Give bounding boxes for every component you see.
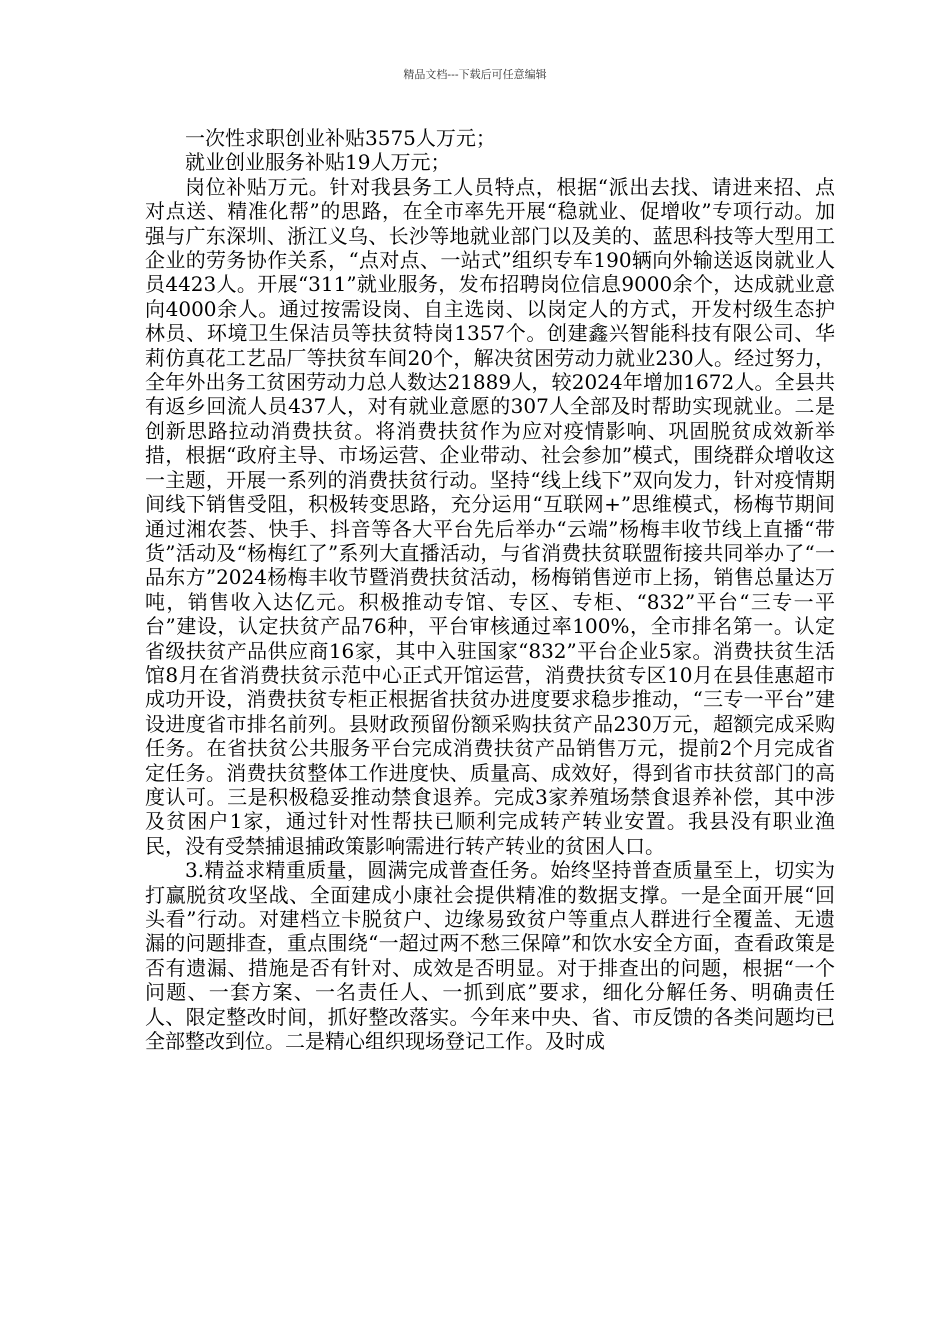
page-header: 精品文档---下载后可任意编辑 <box>403 68 547 81</box>
document-body <box>145 126 835 1053</box>
paragraph-service-subsidy: 就业创业服务补贴19人万元； <box>185 150 451 175</box>
paragraph-census-quality: 3.精益求精重质量，圆满完成普查任务。始终坚持普查质量至上，切实为打赢脱贫攻坚战、全面建成小康社会提供精准的数据支撑。一是全面开展“回头看”行动。对建档立卡脱贫户、边缘易致贫户等重点人群进行全覆盖、无遗漏的问题排查，重点围绕“一超过两不愁三保障”和饮水安全方面，查看政策是否有遗漏、措施是否有针对、成效是否明显。对于排查出的问题，根据“一个问题、一套方案、一名责任人、一抓到底”要求，细化分解任务、明确责任人、限定整改时间，抓好整改落实。今年来中央、省、市反馈的各类问题均已全部整改到位。二是精心组织现场登记工作。及时成 <box>145 858 835 1054</box>
paragraph-employment-consumption: 岗位补贴万元。针对我县务工人员特点，根据“派出去找、请进来招、点对点送、精准化帮”的思路，在全市率先开展“稳就业、促增收”专项行动。加强与广东深圳、浙江义乌、长沙等地就业部门以及美的、蓝思科技等大型用工企业的劳务协作关系，“点对点、一站式”组织专车190辆向外输送返岗就业人员4423人。开展“311”就业服务，发布招聘岗位信息9000余个，达成就业意向4000余人。通过按需设岗、自主选岗、以岗定人的方式，开发村级生态护林员、环境卫生保洁员等扶贫特岗1357个。创建鑫兴智能科技有限公司、华莉仿真花工艺品厂等扶贫车间20个，解决贫困劳动力就业230人。经过努力，全年外出务工贫困劳动力总人数达21889人，较2024年增加1672人。全县共有返乡回流人员437人，对有就业意愿的307人全部及时帮助实现就业。二是创新思路拉动消费扶贫。将消费扶贫作为应对疫情影响、巩固脱贫成效新举措，根据“政府主导、市场运营、企业带动、社会参加”模式，围绕群众增收这一主题，开展一系列的消费扶贫行动。坚持“线上线下”双向发力，针对疫情期间线下销售受阻，积极转变思路，充分运用“互联网+”思维模式，杨梅节期间通过湘农荟、快手、抖音等各大平台先后举办“云端”杨梅丰收节线上直播“带货”活动及“杨梅红了”系列大直播活动，与省消费扶贫联盟衔接共同举办了“一品东方”2024杨梅丰收节暨消费扶贫活动，杨梅销售逆市上扬，销售总量达万吨，销售收入达亿元。积极推动专馆、专区、专柜、“832”平台“三专一平台”建设，认定扶贫产品76种，平台审核通过率100%，全市排名第一。认定省级扶贫产品供应商16家，其中入驻国家“832”平台企业5家。消费扶贫生活馆8月在省消费扶贫示范中心正式开馆运营，消费扶贫专区10月在县佳惠超市成功开设，消费扶贫专柜正根据省扶贫办进度要求稳步推动，“三专一平台”建设进度省市排名前列。县财政预留份额采购扶贫产品230万元，超额完成采购任务。在省扶贫公共服务平台完成消费扶贫产品销售万元，提前2个月完成省定任务。消费扶贫整体工作进度快、质量高、成效好，得到省市扶贫部门的高度认可。三是积极稳妥推动禁食退养。完成3家养殖场禁食退养补偿，其中涉及贫困户1家，通过针对性帮扶已顺利完成转产转业安置。我县没有职业渔民，没有受禁捕退捕政策影响需进行转产转业的贫困人口。 <box>145 174 835 858</box>
paragraph-job-subsidy: 一次性求职创业补贴3575人万元； <box>185 126 496 150</box>
